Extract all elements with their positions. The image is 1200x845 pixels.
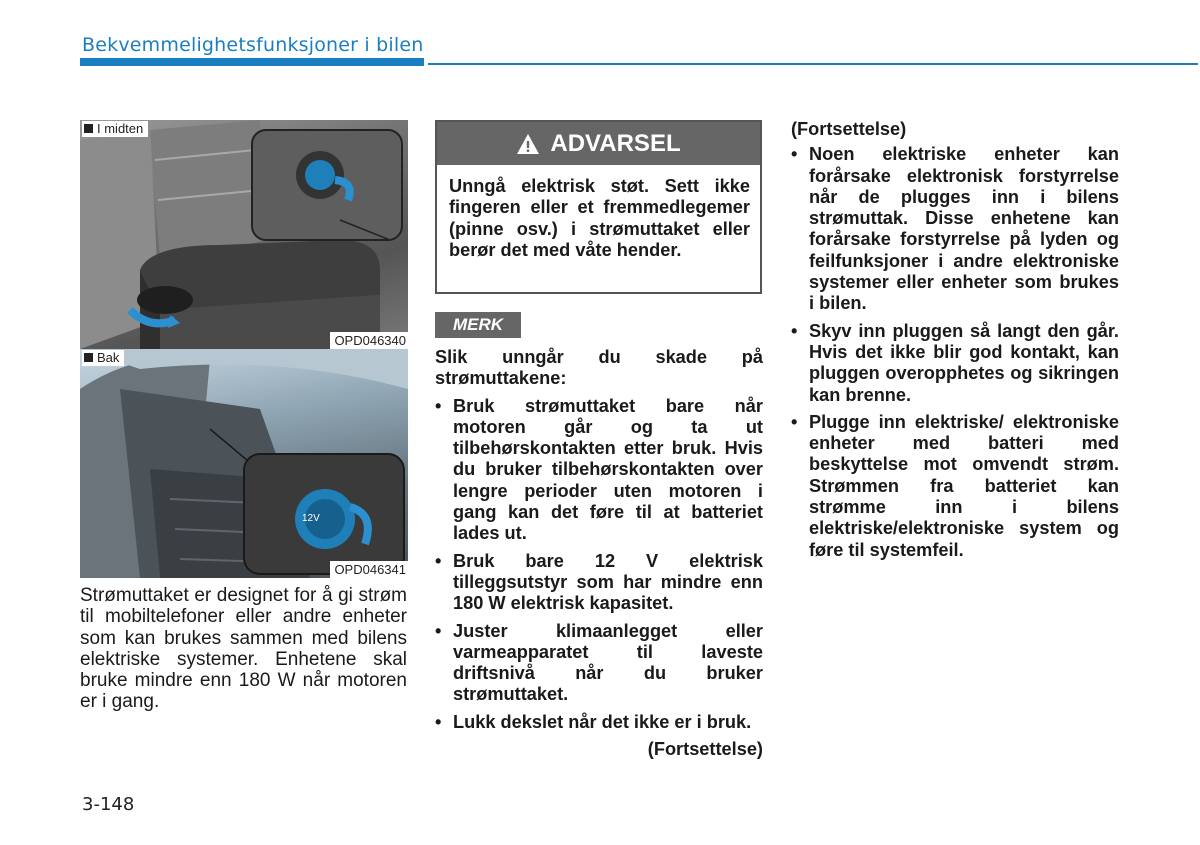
- warning-title: ADVARSEL: [550, 129, 681, 157]
- header-bar: [80, 58, 424, 66]
- svg-text:12V: 12V: [302, 513, 320, 524]
- list-item: [435, 551, 763, 615]
- list-item-text: Juster klimaanlegget eller varmeapparatet til laveste driftsnivå når du bruker strømuttaket.: [453, 620, 763, 705]
- list-item: [791, 412, 1119, 561]
- note-intro: Slik unngår du skade på strømuttakene:: [435, 347, 763, 389]
- figure-label: [82, 121, 148, 137]
- body-paragraph: Strømuttaket er designet for å gi strøm til mobiltelefoner eller andre enheter som kan brukes sammen med bilens elektriske systemer. Enhetene skal bruke mindre enn 180 W når motoren er i gang.: [80, 585, 407, 713]
- note-list: [435, 396, 763, 733]
- figure-center-outlet: [80, 120, 408, 349]
- warning-triangle-icon: [516, 133, 540, 155]
- note-column: [435, 347, 763, 760]
- bullet-icon: •: [435, 550, 442, 571]
- bullet-icon: •: [791, 411, 798, 432]
- continuation-list: [791, 144, 1119, 561]
- list-item-text: Bruk strømuttaket bare når motoren går og ta ut tilbehørskontakten etter bruk. Hvis du bruker tilbehørskontakten over lengre perioder uten motoren i gang kan det føre til at batteriet lades ut.: [453, 395, 763, 544]
- bullet-icon: •: [435, 711, 442, 732]
- list-item-text: Noen elektriske enheter kan forårsake elektronisk forstyrrelse når de plugges inn i bilens strømuttak. Disse enhetene kan forårsake forstyrrelse på lyden og feilfunksjoner i andre elektroniske systemer eller enheter som brukes i bilen.: [809, 144, 1119, 314]
- figure-label-text: I midten: [97, 121, 144, 136]
- list-item-text: Plugge inn elektriske/ elektroniske enheter med batteri med beskyttelse mot omvendt strøm. Strømmen fra batteriet kan strømme inn i bilens elektriske/elektroniske system og føre til systemfeil.: [809, 411, 1119, 560]
- figure-label: [82, 350, 124, 366]
- list-item-text: Lukk dekslet når det ikke er i bruk.: [453, 711, 752, 732]
- bullet-icon: •: [791, 320, 798, 341]
- section-title: Bekvemmelighetsfunksjoner i bilen: [82, 34, 424, 56]
- center-console-illustration: [80, 120, 408, 349]
- figure-code: OPD046340: [330, 332, 408, 349]
- list-item-text: Bruk bare 12 V elektrisk tilleggsutstyr som har mindre enn 180 W elektrisk kapasitet.: [453, 550, 763, 614]
- page-number: 3-148: [82, 794, 135, 815]
- note-label: MERK: [435, 312, 521, 338]
- list-item-text: Skyv inn pluggen så langt den går. Hvis det ikke blir god kontakt, kan pluggen overopphetes og sikringen kan brenne.: [809, 320, 1119, 405]
- list-item: [435, 712, 763, 733]
- list-item: [791, 321, 1119, 406]
- bullet-icon: •: [435, 395, 442, 416]
- bullet-icon: •: [791, 144, 798, 165]
- figure-rear-outlet: [80, 349, 408, 578]
- figure-code: OPD046341: [330, 561, 408, 578]
- warning-header: [437, 122, 760, 165]
- header-rule: [428, 63, 1198, 65]
- rear-cargo-illustration: [80, 349, 408, 578]
- continued-label: (Fortsettelse): [647, 739, 763, 760]
- list-item: [435, 396, 763, 545]
- continuation-column: [791, 119, 1119, 567]
- figure-label-text: Bak: [97, 350, 120, 365]
- warning-box: [435, 120, 762, 294]
- square-bullet-icon: [84, 124, 93, 133]
- bullet-icon: •: [435, 620, 442, 641]
- list-item: [791, 144, 1119, 314]
- square-bullet-icon: [84, 353, 93, 362]
- list-item: [435, 621, 763, 706]
- continuation-heading: (Fortsettelse): [791, 119, 907, 139]
- warning-text: Unngå elektrisk støt. Sett ikke fingeren eller et fremmedlegemer (pinne osv.) i strømuttaket eller berør det med våte hender.: [449, 176, 750, 260]
